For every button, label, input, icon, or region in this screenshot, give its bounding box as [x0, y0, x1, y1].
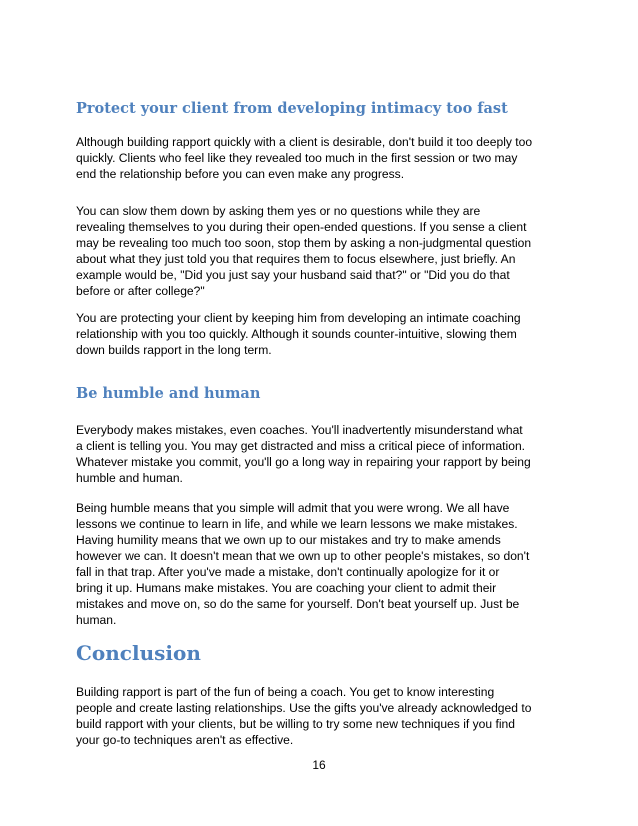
text-line: however we can. It doesn't mean that we own up to other people's mistakes, so don't [76, 549, 530, 563]
text-line: Whatever mistake you commit, you'll go a long way in repairing your rapport by being [76, 455, 531, 469]
text-line: a client is telling you. You may get distracted and miss a critical piece of information. [76, 439, 526, 453]
text-line: before or after college?" [76, 284, 205, 298]
text-line: may be revealing too much too soon, stop them by asking a non-judgmental question [76, 236, 532, 250]
text-line: quickly. Clients who feel like they revealed too much in the first session or two may [76, 151, 518, 165]
text-line: Everybody makes mistakes, even coaches. You'll inadvertently misunderstand what [76, 423, 523, 437]
page-number: 16 [312, 758, 326, 772]
text-line: humble and human. [76, 471, 183, 485]
section-heading-conclusion: Conclusion [76, 641, 201, 665]
paragraph-intimacy-intro [76, 134, 566, 182]
text-line: Having humility means that we own up to our mistakes and try to make amends [76, 533, 501, 547]
text-line: relationship with you too quickly. Although it sounds counter-intuitive, slowing them [76, 327, 517, 341]
text-line: people and create lasting relationships. Use the gifts you've already acknowledged to [76, 701, 532, 715]
paragraph-slow-down [76, 203, 566, 299]
text-line: your go-to techniques aren't as effective. [76, 733, 294, 747]
text-line: lessons we continue to learn in life, and while we learn lessons we make mistakes. [76, 517, 518, 531]
text-line: bring it up. Humans make mistakes. You are coaching your client to admit their [76, 581, 497, 595]
text-line: mistakes and move on, so do the same for yourself. Don't beat yourself up. Just be [76, 597, 520, 611]
text-line: fall in that trap. After you've made a mistake, don't continually apologize for it or [76, 565, 500, 579]
text-line: You are protecting your client by keeping him from developing an intimate coaching [76, 311, 521, 325]
section-heading-protect-client: Protect your client from developing intimacy too fast [76, 100, 508, 117]
paragraph-humility [76, 500, 566, 628]
text-line: revealing themselves to you during their open-ended questions. If you sense a client [76, 220, 527, 234]
paragraph-conclusion [76, 684, 566, 748]
text-line: Building rapport is part of the fun of being a coach. You get to know interesting [76, 685, 495, 699]
text-line: Although building rapport quickly with a client is desirable, don't build it too deeply too [76, 135, 533, 149]
text-line: down builds rapport in the long term. [76, 343, 272, 357]
paragraph-mistakes [76, 422, 566, 486]
section-heading-humble-human: Be humble and human [76, 385, 261, 402]
paragraph-protecting-client [76, 310, 566, 358]
text-line: example would be, "Did you just say your husband said that?" or "Did you do that [76, 268, 510, 282]
text-line: You can slow them down by asking them yes or no questions while they are [76, 204, 481, 218]
text-line: about what they just told you that requires them to focus elsewhere, just briefly. An [76, 252, 516, 266]
text-line: human. [76, 613, 117, 627]
text-line: Being humble means that you simple will admit that you were wrong. We all have [76, 501, 510, 515]
text-line: end the relationship before you can even make any progress. [76, 167, 405, 181]
text-line: build rapport with your clients, but be willing to try some new techniques if you find [76, 717, 515, 731]
